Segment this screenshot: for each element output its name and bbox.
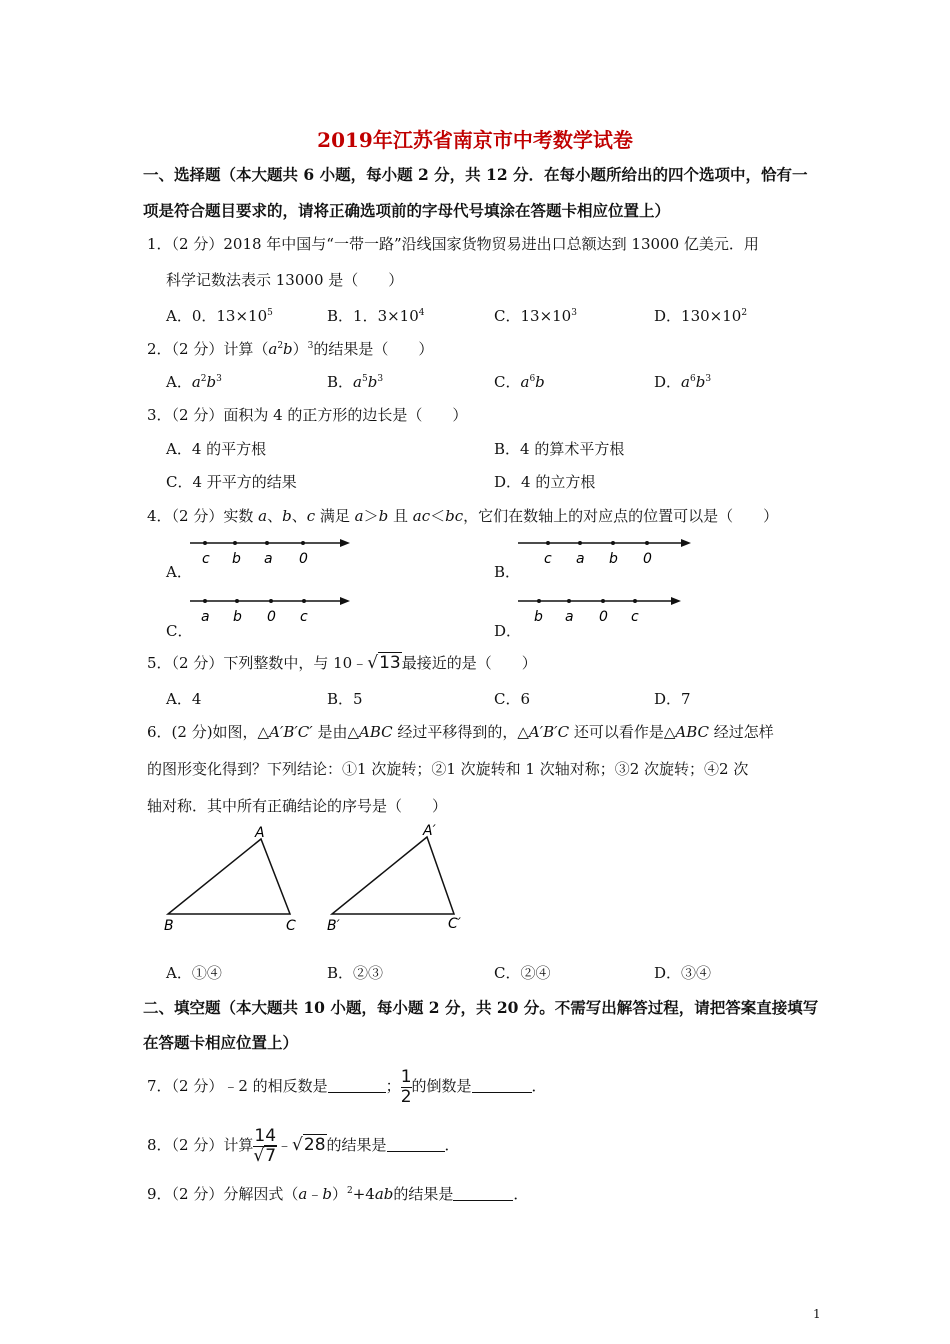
q3-option-c: C．4 开平方的结果 (166, 473, 297, 491)
vertex-label: C′ (448, 916, 461, 932)
q4-option-d-label: D． (494, 622, 522, 640)
sqrt-28: √28 (292, 1135, 326, 1155)
vertex-label: C (286, 918, 296, 934)
q4-number-line-b (513, 535, 698, 575)
point-label: a (565, 609, 574, 625)
q5-option-c: C．6 (494, 690, 531, 708)
triangle-abc-prime (332, 837, 454, 914)
page-title: 2019年江苏省南京市中考数学试卷 (317, 128, 633, 152)
point-label: c (544, 551, 552, 567)
q6-triangle-figure (155, 820, 485, 940)
q1-option-c: C．$13\times 10^3$ (494, 307, 577, 325)
triangle-abc (168, 839, 290, 914)
point-label: b (534, 609, 543, 625)
answer-blank (387, 1150, 445, 1152)
q4-number-line-a (185, 535, 355, 575)
vertex-label: B′ (327, 918, 340, 934)
point-dot (537, 599, 541, 603)
q1-stem-line1: 1．（2 分）2018 年中国与“一带一路”沿线国家货物贸易进出口总额达到 13000 亿美元．用 (147, 235, 759, 253)
q4-option-b-label: B． (494, 563, 521, 581)
point-dot (302, 599, 306, 603)
q4-option-c-label: C． (166, 622, 193, 640)
section-2-heading-line1: 二、填空题（本大题共 10 小题，每小题 2 分，共 20 分。不需写出解答过程，请把答案直接填写 (143, 998, 819, 1017)
arrow-head (681, 539, 691, 547)
point-label: a (576, 551, 585, 567)
q6-option-a: A．①④ (166, 964, 222, 982)
q8-stem: 8．（2 分）计算 $\frac{14}{√7}$ ﹣√28的结果是 ． (147, 1125, 460, 1166)
point-label: a (201, 609, 210, 625)
q6-option-b: B．②③ (327, 964, 384, 982)
fraction-14-sqrt7: $\frac{14}{√7}$ (253, 1125, 277, 1166)
q5-option-a: A．4 (166, 690, 202, 708)
q4-option-a-label: A． (166, 563, 192, 581)
q5-stem: 5．（2 分）下列整数中，与 10﹣√13最接近的是（ ） (147, 653, 537, 673)
q3-option-d: D．4 的立方根 (494, 473, 596, 491)
q3-option-a: A．4 的平方根 (166, 440, 267, 458)
q1-option-b: B．1．$3\times 10^4$ (327, 307, 425, 325)
point-dot (235, 599, 239, 603)
q4-stem: 4．（2 分）实数 a、b、c 满足 a＞b 且 ac＜bc，它们在数轴上的对应点的位置可以是（ ） (147, 507, 779, 525)
q2-stem: 2．（2 分）计算$(a^2b)^3$的结果是（ ） (147, 340, 434, 358)
q1-stem-line2: 科学记数法表示 13000 是（ ） (166, 271, 404, 289)
point-label: 0 (599, 609, 608, 625)
q6-option-c: C．②④ (494, 964, 551, 982)
q4-number-line-c (185, 593, 355, 633)
q6-stem-line2: 的图形变化得到？下列结论：①1 次旋转；②1 次旋转和 1 次轴对称；③2 次旋转；④2 次 (147, 760, 749, 778)
q3-stem: 3．（2 分）面积为 4 的正方形的边长是（ ） (147, 406, 468, 424)
point-dot (301, 541, 305, 545)
arrow-head (340, 539, 350, 547)
point-label: b (609, 551, 618, 567)
point-dot (203, 599, 207, 603)
arrow-head (671, 597, 681, 605)
q1-option-d: D．$130\times 10^2$ (654, 307, 748, 325)
arrow-head (340, 597, 350, 605)
point-dot (601, 599, 605, 603)
point-label: 0 (299, 551, 308, 567)
q7-stem: 7．（2 分）﹣2 的相反数是 ； $\frac{1}{2}$ 的倒数是 ． (147, 1066, 547, 1107)
point-label: 0 (267, 609, 276, 625)
section-2-heading-line2: 在答题卡相应位置上） (143, 1033, 299, 1052)
q2-option-a: A．$a^2b^3$ (166, 373, 222, 391)
q3-option-b: B．4 的算术平方根 (494, 440, 625, 458)
point-label: c (631, 609, 639, 625)
point-label: a (264, 551, 273, 567)
q2-option-d: D．$a^6b^3$ (654, 373, 712, 391)
point-label: b (233, 609, 242, 625)
answer-blank (328, 1091, 386, 1093)
point-label: c (300, 609, 308, 625)
q6-stem-line3: 轴对称．其中所有正确结论的序号是（ ） (147, 797, 448, 815)
sqrt-13: √13 (367, 653, 401, 673)
point-dot (265, 541, 269, 545)
q2-option-b: B．$a^5b^3$ (327, 373, 384, 391)
q2-option-c: C．$a^6b$ (494, 373, 545, 391)
point-dot (611, 541, 615, 545)
point-dot (269, 599, 273, 603)
q1-option-a: A．0．$13\times 10^5$ (166, 307, 273, 325)
vertex-label: A′ (423, 823, 436, 839)
fraction-1-2: $\frac{1}{2}$ (400, 1066, 412, 1107)
point-dot (546, 541, 550, 545)
point-dot (633, 599, 637, 603)
section-1-heading-line2: 项是符合题目要求的，请将正确选项前的字母代号填涂在答题卡相应位置上） (143, 201, 671, 220)
answer-blank (472, 1091, 532, 1093)
point-label: b (232, 551, 241, 567)
q6-option-d: D．③④ (654, 964, 712, 982)
point-label: 0 (643, 551, 652, 567)
q5-option-d: D．7 (654, 690, 691, 708)
section-1-heading-line1: 一、选择题（本大题共 6 小题，每小题 2 分，共 12 分．在每小题所给出的四个选项中，恰有一 (143, 165, 808, 184)
q5-option-b: B．5 (327, 690, 363, 708)
q4-number-line-d (513, 593, 688, 633)
vertex-label: A (255, 825, 265, 841)
point-dot (578, 541, 582, 545)
point-dot (203, 541, 207, 545)
q9-stem: 9．（2 分）分解因式（a﹣b）$^2$+4ab的结果是 ． (147, 1185, 529, 1203)
point-dot (567, 599, 571, 603)
point-dot (233, 541, 237, 545)
page-number: 1 (813, 1307, 821, 1321)
point-dot (645, 541, 649, 545)
answer-blank (453, 1199, 513, 1201)
q6-stem-line1: 6．(2 分)如图，△A′B′C′ 是由△ABC 经过平移得到的，△A′B′C 还可以看作是△ABC 经过怎样 (147, 723, 774, 741)
vertex-label: B (164, 918, 174, 934)
point-label: c (202, 551, 210, 567)
